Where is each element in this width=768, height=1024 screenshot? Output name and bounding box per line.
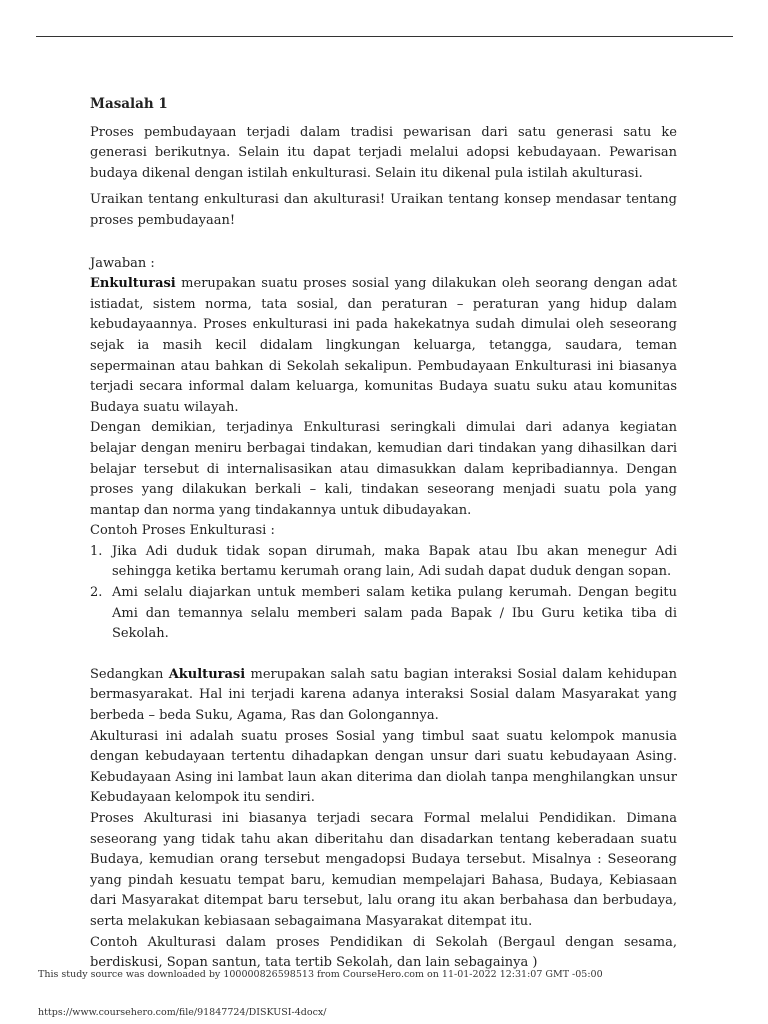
document-body xyxy=(90,94,677,974)
akulturasi-term: Akulturasi xyxy=(168,666,246,682)
answer-label: Jawaban : xyxy=(90,255,155,271)
problem-heading: Masalah 1 xyxy=(90,96,168,112)
top-divider xyxy=(36,36,733,37)
enkulturasi-term: Enkulturasi xyxy=(90,276,176,292)
source-url[interactable]: https://www.coursehero.com/file/91847724/DISKUSI-4docx/ xyxy=(38,1007,327,1018)
akulturasi-example: Contoh Akulturasi dalam proses Pendidikan di Sekolah (Bergaul dengan sesama, berdiskusi, Sopan santun, tata tertib Sekolah, dan lain sebagainya ) xyxy=(90,934,677,971)
problem-paragraph: Proses pembudayaan terjadi dalam tradisi pewarisan dari satu generasi satu ke generasi berikutnya. Selain itu dapat terjadi melalui adopsi kebudayaan. Pewarisan budaya dikenal dengan istilah enkulturasi. Selain itu dikenal pula istilah akulturasi. xyxy=(90,124,677,181)
examples-label: Contoh Proses Enkulturasi : xyxy=(90,523,275,539)
akulturasi-paragraph-3: Proses Akulturasi ini biasanya terjadi secara Formal melalui Pendidikan. Dimana seseorang yang tidak tahu akan diberitahu dan disadarkan tentang keberadaan suatu Budaya, kemudian orang tersebut mengadopsi Budaya tersebut. Misalnya : Seseorang yang pindah kesuatu tempat baru, kemudian mempelajari Bahasa, Budaya, Kebiasaan dari Masyarakat ditempat baru tersebut, lalu orang itu akan berbahasa dan berbudaya, serta melakukan kebiasaan sebagaimana Masyarakat ditempat itu. xyxy=(90,811,677,929)
list-item: 2. Ami selalu diajarkan untuk memberi salam ketika pulang kerumah. Dengan begitu Ami dan temannya selalu memberi salam pada Bapak / Ibu Guru ketika tiba di Sekolah. xyxy=(90,585,677,642)
examples-list xyxy=(90,542,677,645)
enkulturasi-text: merupakan suatu proses sosial yang dilakukan oleh seorang dengan adat istiadat, sistem norma, tata sosial, dan peraturan – peraturan yang hidup dalam kebudayaannya. Proses enkulturasi ini pada hakekatnya sudah dimulai oleh seseorang sejak ia masih kecil didalam lingkungan keluarga, tetangga, saudara, teman sepermainan atau bahkan di Sekolah sekalipun. Pembudayaan Enkulturasi ini biasanya terjadi secara informal dalam keluarga, komunitas Budaya suatu suku atau komunitas Budaya suatu wilayah. xyxy=(90,276,677,415)
enkulturasi-paragraph-2: Dengan demikian, terjadinya Enkulturasi seringkali dimulai dari adanya kegiatan belajar dengan meniru berbagai tindakan, kemudian dari tindakan yang dihasilkan dari belajar tersebut di internalisasikan atau dimasukkan dalam kepribadiannya. Dengan proses yang dilakukan berkali – kali, tindakan seseorang menjadi suatu pola yang mantap dan norma yang tindakannya untuk dibudayakan. xyxy=(90,420,677,518)
download-note: This study source was downloaded by 100000826598513 from CourseHero.com on 11-01-2022 12:31:07 GMT -05:00 xyxy=(38,969,603,980)
akulturasi-paragraph: Sedangkan Akulturasi merupakan salah satu bagian interaksi Sosial dalam kehidupan bermasyarakat. Hal ini terjadi karena adanya interaksi Sosial dalam Masyarakat yang berbeda – beda Suku, Agama, Ras dan Golongannya. xyxy=(90,666,678,724)
list-item: 1. Jika Adi duduk tidak sopan dirumah, maka Bapak atau Ibu akan menegur Adi sehingga ketika bertamu kerumah orang lain, Adi sudah dapat duduk dengan sopan. xyxy=(90,543,677,580)
enkulturasi-paragraph xyxy=(90,274,677,418)
akulturasi-paragraph-2: Akulturasi ini adalah suatu proses Sosial yang timbul saat suatu kelompok manusia dengan kebudayaan tertentu dihadapkan dengan unsur dari suatu kebudayaan Asing. Kebudayaan Asing ini lambat laun akan diterima dan diolah tanpa menghilangkan unsur Kebudayaan kelompok itu sendiri. xyxy=(90,728,677,806)
question-paragraph: Uraikan tentang enkulturasi dan akulturasi! Uraikan tentang konsep mendasar tentang proses pembudayaan! xyxy=(90,192,677,228)
akulturasi-text: merupakan salah satu bagian interaksi Sosial dalam kehidupan bermasyarakat. Hal ini terjadi karena adanya interaksi Sosial dalam Masyarakat yang berbeda – beda Suku, Agama, Ras dan Golongannya. xyxy=(90,666,678,724)
